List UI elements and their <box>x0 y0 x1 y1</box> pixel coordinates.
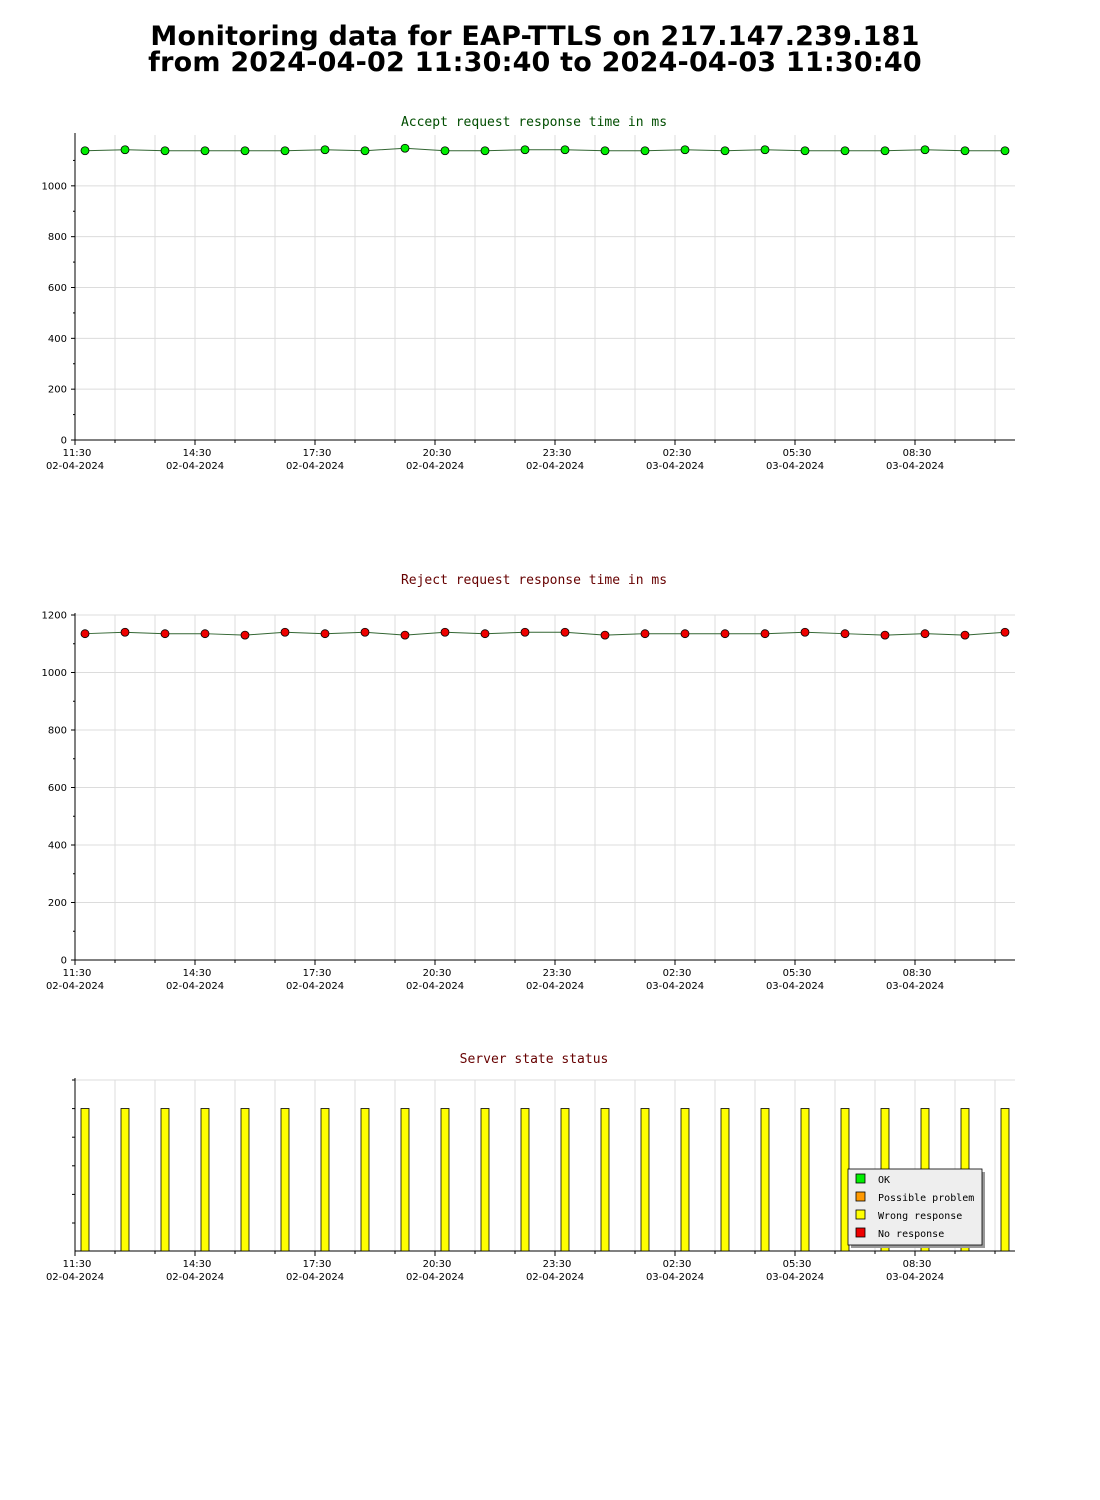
accept-data-point <box>521 146 529 154</box>
status-xtick-date: 02-04-2024 <box>405 1272 465 1283</box>
status-xtick-time: 20:30 <box>422 1259 452 1270</box>
accept-xtick-date: 02-04-2024 <box>405 461 465 472</box>
status-xtick-time: 02:30 <box>662 1259 692 1270</box>
reject-xtick-date: 02-04-2024 <box>45 981 105 992</box>
reject-data-point <box>841 630 849 638</box>
reject-ytick-label: 1200 <box>41 610 67 622</box>
accept-data-point <box>161 147 169 155</box>
legend-swatch <box>856 1210 865 1219</box>
accept-ytick-label: 800 <box>47 232 67 244</box>
accept-data-point <box>801 147 809 155</box>
status-bar <box>401 1109 409 1252</box>
status-xtick-date: 02-04-2024 <box>165 1272 225 1283</box>
reject-data-point <box>161 630 169 638</box>
accept-xtick-time: 05:30 <box>782 448 812 459</box>
accept-ytick-label: 1000 <box>41 181 67 193</box>
status-bar <box>641 1109 649 1252</box>
accept-xtick-time: 11:30 <box>62 448 92 459</box>
status-bar <box>81 1109 89 1252</box>
accept-data-point <box>321 146 329 154</box>
reject-xtick-date: 02-04-2024 <box>165 981 225 992</box>
reject-data-point <box>361 628 369 636</box>
reject-data-point <box>481 630 489 638</box>
accept-xtick-time: 14:30 <box>182 448 212 459</box>
reject-xtick-time: 02:30 <box>662 968 692 979</box>
status-chart-title: Server state status <box>459 1052 609 1067</box>
status-bar <box>1001 1109 1009 1252</box>
accept-ytick-label: 400 <box>47 333 67 345</box>
legend-swatch <box>856 1192 865 1201</box>
accept-data-point <box>881 147 889 155</box>
accept-data-point <box>81 147 89 155</box>
accept-ytick-label: 200 <box>47 384 67 396</box>
accept-data-point <box>201 147 209 155</box>
reject-ytick-label: 400 <box>47 840 67 852</box>
reject-xtick-date: 02-04-2024 <box>285 981 345 992</box>
reject-data-point <box>521 628 529 636</box>
status-bar <box>281 1109 289 1252</box>
reject-data-point <box>921 630 929 638</box>
reject-data-point <box>121 628 129 636</box>
reject-ytick-label: 600 <box>47 783 67 794</box>
accept-data-point <box>401 144 409 152</box>
accept-xtick-time: 17:30 <box>302 448 332 459</box>
page-title-line2: from 2024-04-02 11:30:40 to 2024-04-03 11:30:40 <box>148 47 922 78</box>
legend <box>848 1169 982 1245</box>
reject-xtick-time: 11:30 <box>62 968 92 979</box>
reject-data-point <box>681 630 689 638</box>
status-bar <box>481 1109 489 1252</box>
status-xtick-date: 03-04-2024 <box>885 1272 945 1283</box>
accept-data-point <box>601 147 609 155</box>
reject-data-point <box>641 630 649 638</box>
status-bar <box>721 1109 729 1252</box>
status-bar <box>361 1109 369 1252</box>
accept-data-point <box>481 147 489 155</box>
reject-chart-title: Reject request response time in ms <box>400 573 668 588</box>
status-chart <box>46 1052 1015 1283</box>
reject-xtick-date: 03-04-2024 <box>645 981 705 992</box>
status-bar <box>761 1109 769 1252</box>
status-xtick-date: 03-04-2024 <box>765 1272 825 1283</box>
reject-xtick-time: 20:30 <box>422 968 452 979</box>
accept-xtick-time: 02:30 <box>662 448 692 459</box>
accept-series-line <box>85 148 1005 151</box>
accept-data-point <box>721 147 729 155</box>
status-xtick-time: 23:30 <box>542 1259 572 1270</box>
accept-xtick-time: 20:30 <box>422 448 452 459</box>
reject-xtick-time: 14:30 <box>182 968 212 979</box>
reject-ytick-label: 200 <box>47 898 67 909</box>
accept-xtick-date: 02-04-2024 <box>525 461 585 472</box>
status-bar <box>441 1109 449 1252</box>
accept-data-point <box>361 147 369 155</box>
accept-data-point <box>761 146 769 154</box>
accept-xtick-date: 02-04-2024 <box>45 461 105 472</box>
accept-data-point <box>561 146 569 154</box>
status-xtick-date: 02-04-2024 <box>45 1272 105 1283</box>
accept-data-point <box>921 146 929 154</box>
accept-data-point <box>1001 147 1009 155</box>
reject-xtick-date: 03-04-2024 <box>765 981 825 992</box>
accept-data-point <box>841 147 849 155</box>
accept-xtick-time: 23:30 <box>542 448 572 459</box>
reject-ytick-label: 1000 <box>41 668 67 679</box>
accept-data-point <box>121 146 129 154</box>
status-xtick-time: 08:30 <box>902 1259 932 1270</box>
accept-xtick-date: 03-04-2024 <box>885 461 945 472</box>
accept-ytick-label: 600 <box>47 283 67 294</box>
accept-xtick-date: 03-04-2024 <box>765 461 825 472</box>
accept-xtick-date: 02-04-2024 <box>165 461 225 472</box>
reject-data-point <box>1001 628 1009 636</box>
status-xtick-time: 11:30 <box>62 1259 92 1270</box>
status-bar <box>561 1109 569 1252</box>
reject-data-point <box>961 631 969 639</box>
legend-label: Wrong response <box>878 1211 963 1222</box>
reject-data-point <box>201 630 209 638</box>
reject-data-point <box>81 630 89 638</box>
accept-data-point <box>961 147 969 155</box>
legend-label: No response <box>878 1229 945 1240</box>
reject-data-point <box>241 631 249 639</box>
reject-chart <box>42 573 1015 992</box>
reject-xtick-date: 02-04-2024 <box>525 981 585 992</box>
page-title-line1: Monitoring data for EAP-TTLS on 217.147.239.181 <box>150 21 920 52</box>
legend-label: OK <box>878 1175 891 1186</box>
status-bar <box>521 1109 529 1252</box>
reject-xtick-date: 03-04-2024 <box>885 981 945 992</box>
reject-data-point <box>401 631 409 639</box>
status-bar <box>121 1109 129 1252</box>
reject-xtick-time: 08:30 <box>902 968 932 979</box>
reject-data-point <box>281 628 289 636</box>
status-xtick-time: 14:30 <box>182 1259 212 1270</box>
reject-xtick-date: 02-04-2024 <box>405 981 465 992</box>
accept-ytick-label: 0 <box>60 435 67 447</box>
legend-swatch <box>856 1228 865 1237</box>
accept-data-point <box>641 147 649 155</box>
status-bar <box>201 1109 209 1252</box>
status-bar <box>321 1109 329 1252</box>
accept-data-point <box>281 147 289 155</box>
status-xtick-date: 02-04-2024 <box>285 1272 345 1283</box>
reject-ytick-label: 800 <box>47 725 67 737</box>
status-xtick-date: 03-04-2024 <box>645 1272 705 1283</box>
legend-label: Possible problem <box>878 1193 975 1204</box>
accept-chart <box>42 115 1015 472</box>
reject-data-point <box>321 630 329 638</box>
accept-xtick-date: 02-04-2024 <box>285 461 345 472</box>
status-xtick-time: 17:30 <box>302 1259 332 1270</box>
status-bar <box>801 1109 809 1252</box>
reject-data-point <box>881 631 889 639</box>
reject-data-point <box>441 628 449 636</box>
status-bar <box>681 1109 689 1252</box>
status-xtick-date: 02-04-2024 <box>525 1272 585 1283</box>
legend-swatch <box>856 1174 865 1183</box>
reject-xtick-time: 23:30 <box>542 968 572 979</box>
reject-data-point <box>761 630 769 638</box>
reject-data-point <box>801 628 809 636</box>
reject-xtick-time: 17:30 <box>302 968 332 979</box>
accept-data-point <box>241 147 249 155</box>
accept-data-point <box>681 146 689 154</box>
reject-data-point <box>561 628 569 636</box>
accept-xtick-date: 03-04-2024 <box>645 461 705 472</box>
reject-data-point <box>601 631 609 639</box>
reject-data-point <box>721 630 729 638</box>
reject-ytick-label: 0 <box>60 955 67 967</box>
accept-chart-title: Accept request response time in ms <box>400 115 668 130</box>
status-bar <box>241 1109 249 1252</box>
accept-xtick-time: 08:30 <box>902 448 932 459</box>
accept-data-point <box>441 147 449 155</box>
reject-series-line <box>85 632 1005 635</box>
status-xtick-time: 05:30 <box>782 1259 812 1270</box>
reject-xtick-time: 05:30 <box>782 968 812 979</box>
status-bar <box>601 1109 609 1252</box>
status-bar <box>161 1109 169 1252</box>
